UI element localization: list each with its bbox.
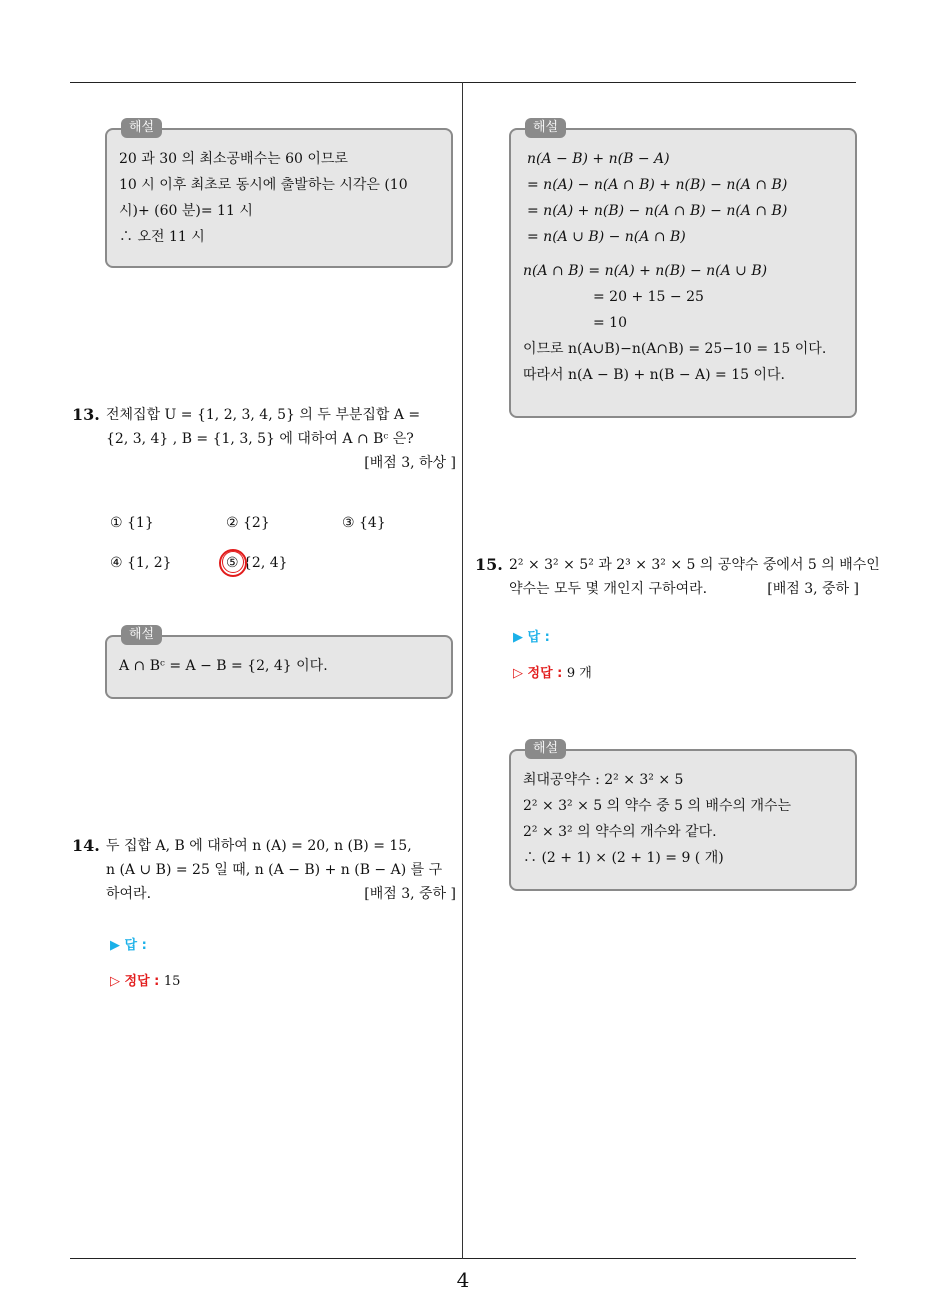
question-text: n (A ∪ B) = 25 일 때, n (A − B) + n (B − A) 를 구 [106,862,443,878]
solution-line: 시)+ (60 분)= 11 시 [119,203,253,219]
question-points: [배점 3, 중하 ] [364,886,456,902]
question-text: 2² × 3² × 5² 과 2³ × 3² × 5 의 공약수 중에서 5 의 배수인 [509,557,880,573]
solution-box-13 [105,627,453,699]
bottom-rule [70,1258,856,1259]
solution-tag: 해설 [121,625,162,645]
solution-line: n(A ∩ B) = n(A) + n(B) − n(A ∪ B) [523,263,768,279]
answer-label: ▶ 답 : [513,630,550,645]
solution-line: 2² × 3² × 5 의 약수 중 5 의 배수의 개수는 [523,798,792,814]
question-number: 13. [72,405,100,424]
solution-line: = 20 + 15 − 25 [593,289,704,305]
correct-answer [110,970,180,989]
solution-line: 20 과 30 의 최소공배수는 60 이므로 [119,151,348,167]
question-15 [475,553,880,601]
choice-1[interactable]: ① {1} [110,515,154,531]
choice-3[interactable]: ③ {4} [342,515,386,531]
correct-answer-label: ▷ 정답 : [513,666,563,681]
choice-2[interactable]: ② {2} [226,515,270,531]
solution-tag: 해설 [525,739,566,759]
correct-answer-value: 15 [163,974,181,989]
choice-5[interactable]: ⑤ {2, 4} [226,555,288,571]
question-text: 약수는 모두 몇 개인지 구하여라. [509,581,708,597]
choice-4[interactable]: ④ {1, 2} [110,555,172,571]
answer-label: ▶ 답 : [110,938,147,953]
solution-box-12 [105,120,453,268]
question-number: 14. [72,836,100,855]
solution-box-15 [509,741,857,891]
question-13 [72,403,456,475]
question-text: 전체집합 U = {1, 2, 3, 4, 5} 의 두 부분집합 A = [106,407,421,423]
solution-line: ∴ (2 + 1) × (2 + 1) = 9 ( 개) [523,850,724,866]
answer-circle-mark [222,551,244,573]
solution-line: 최대공약수 : 2² × 3² × 5 [523,772,684,788]
solution-box-14 [509,120,857,418]
solution-line: = n(A) − n(A ∩ B) + n(B) − n(A ∩ B) [527,177,788,193]
question-points: [배점 3, 하상 ] [364,455,456,471]
question-text: {2, 3, 4} , B = {1, 3, 5} 에 대하여 A ∩ Bᶜ 은? [106,431,414,447]
question-number: 15. [475,555,503,574]
correct-answer-value: 9 개 [566,666,592,681]
correct-answer [513,662,592,681]
solution-tag: 해설 [121,118,162,138]
question-text: 하여라. [106,886,152,902]
solution-line: 따라서 n(A − B) + n(B − A) = 15 이다. [523,367,785,383]
top-rule [70,82,856,83]
solution-tag: 해설 [525,118,566,138]
question-points: [배점 3, 중하 ] [767,581,859,597]
page-number: 4 [456,1268,470,1292]
question-14 [72,834,456,906]
solution-line: 이므로 n(A∪B)−n(A∩B) = 25−10 = 15 이다. [523,341,827,357]
correct-answer-label: ▷ 정답 : [110,974,160,989]
column-divider [462,82,463,1259]
question-text: 두 집합 A, B 에 대하여 n (A) = 20, n (B) = 15, [106,838,412,854]
solution-line: 2² × 3² 의 약수의 개수와 같다. [523,824,717,840]
solution-line: = 10 [593,315,627,331]
solution-line: n(A − B) + n(B − A) [527,151,670,167]
solution-line: A ∩ Bᶜ = A − B = {2, 4} 이다. [119,658,328,674]
solution-line: = n(A ∪ B) − n(A ∩ B) [527,229,686,245]
solution-line: 10 시 이후 최초로 동시에 출발하는 시각은 (10 [119,177,408,193]
solution-line: ∴ 오전 11 시 [119,229,205,245]
solution-line: = n(A) + n(B) − n(A ∩ B) − n(A ∩ B) [527,203,788,219]
